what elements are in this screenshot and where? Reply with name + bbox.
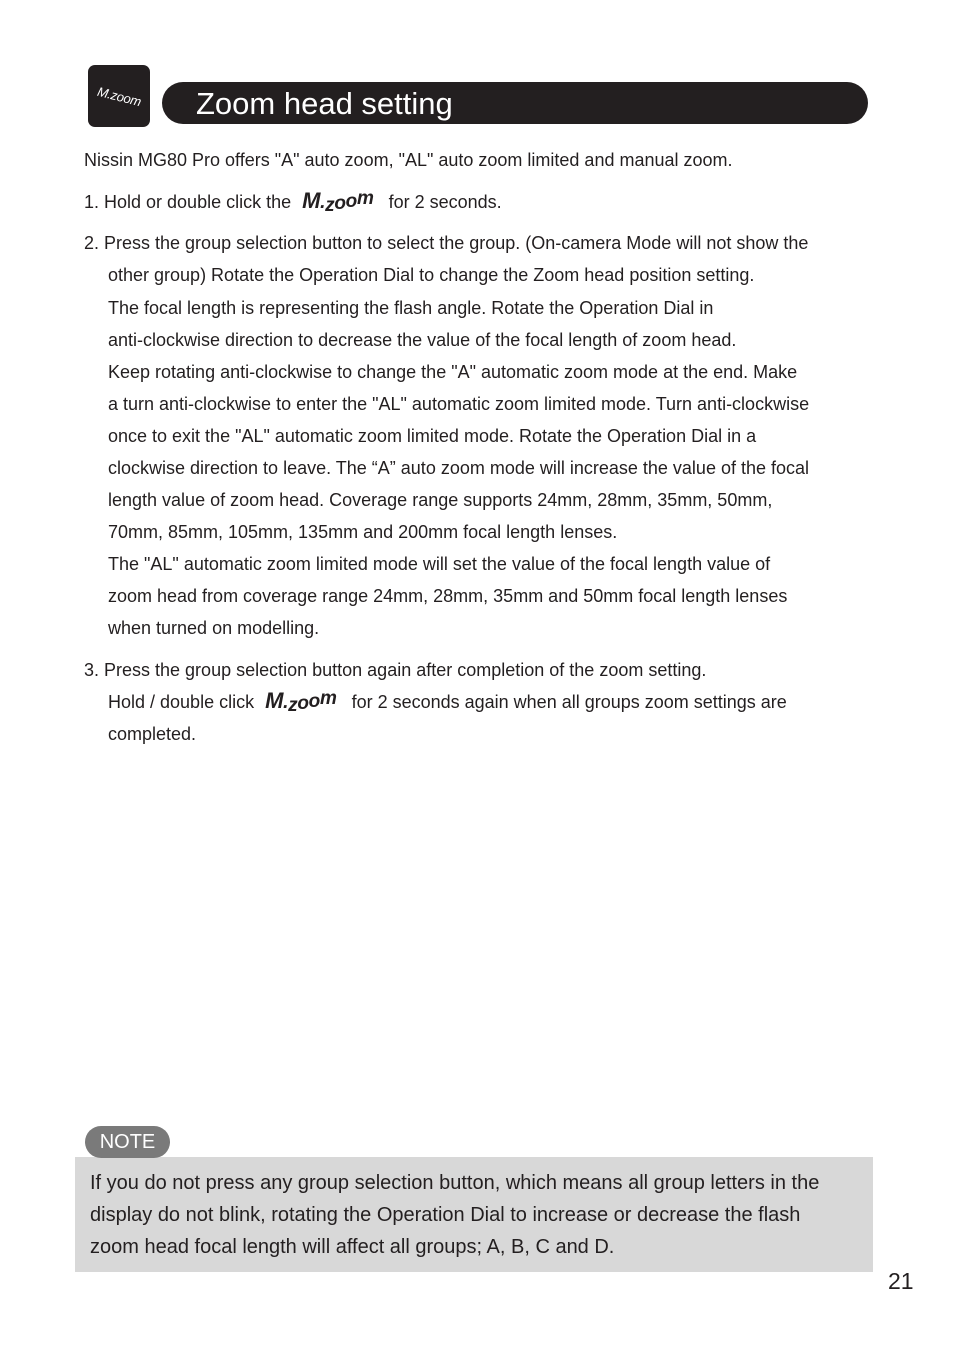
step-1-line — [84, 186, 502, 218]
note-line: display do not blink, rotating the Operation Dial to increase or decrease the flash — [90, 1204, 801, 1226]
step-2-line: anti-clockwise direction to decrease the value of the focal length of zoom head. — [108, 330, 737, 350]
step-2-line: when turned on modelling. — [108, 618, 320, 638]
step-3-text-after: for 2 seconds again when all groups zoom settings are — [351, 692, 787, 712]
section-header — [162, 82, 868, 124]
step-2-line: clockwise direction to leave. The “A” auto zoom mode will increase the value of the focal — [108, 458, 810, 478]
m-zoom-icon: M.zoom — [302, 188, 374, 216]
step-3-line: 3. Press the group selection button again after completion of the zoom setting. — [84, 660, 707, 680]
step-3-text-before: Hold / double click — [108, 692, 255, 712]
step-2-line: other group) Rotate the Operation Dial to change the Zoom head position setting. — [108, 265, 755, 285]
note-badge: NOTE — [85, 1126, 170, 1158]
step-2-line: The focal length is representing the flash angle. Rotate the Operation Dial in — [108, 298, 714, 318]
step-2-line: a turn anti-clockwise to enter the "AL" automatic zoom limited mode. Turn anti-clockwise — [108, 394, 810, 414]
step-2-line: The "AL" automatic zoom limited mode will set the value of the focal length value of — [108, 554, 771, 574]
m-zoom-icon: M.zoom — [265, 688, 337, 716]
step-2-line: 2. Press the group selection button to select the group. (On-camera Mode will not show the — [84, 233, 809, 253]
note-line: zoom head focal length will affect all groups; A, B, C and D. — [90, 1236, 615, 1258]
step-3-line: completed. — [108, 724, 197, 744]
page-number: 21 — [888, 1268, 914, 1294]
header-icon-label: M.zoom — [95, 83, 143, 109]
step-2-line: zoom head from coverage range 24mm, 28mm, 35mm and 50mm focal length lenses — [108, 586, 788, 606]
page-title: Zoom head setting — [196, 86, 453, 121]
step-2-line: Keep rotating anti-clockwise to change the "A" automatic zoom mode at the end. Make — [108, 362, 798, 382]
step-3-line — [108, 686, 787, 718]
step-1-text-before: 1. Hold or double click the — [84, 192, 292, 212]
note-box — [75, 1157, 873, 1272]
note-line: If you do not press any group selection button, which means all group letters in the — [90, 1172, 820, 1194]
step-2-line: 70mm, 85mm, 105mm, 135mm and 200mm focal length lenses. — [108, 522, 618, 542]
step-2-line: once to exit the "AL" automatic zoom limited mode. Rotate the Operation Dial in a — [108, 426, 757, 446]
step-1-text-after: for 2 seconds. — [388, 192, 502, 212]
intro-paragraph: Nissin MG80 Pro offers "A" auto zoom, "AL" auto zoom limited and manual zoom. — [84, 150, 733, 170]
m-zoom-button-icon — [88, 65, 150, 127]
step-2-line: length value of zoom head. Coverage range supports 24mm, 28mm, 35mm, 50mm, — [108, 490, 773, 510]
